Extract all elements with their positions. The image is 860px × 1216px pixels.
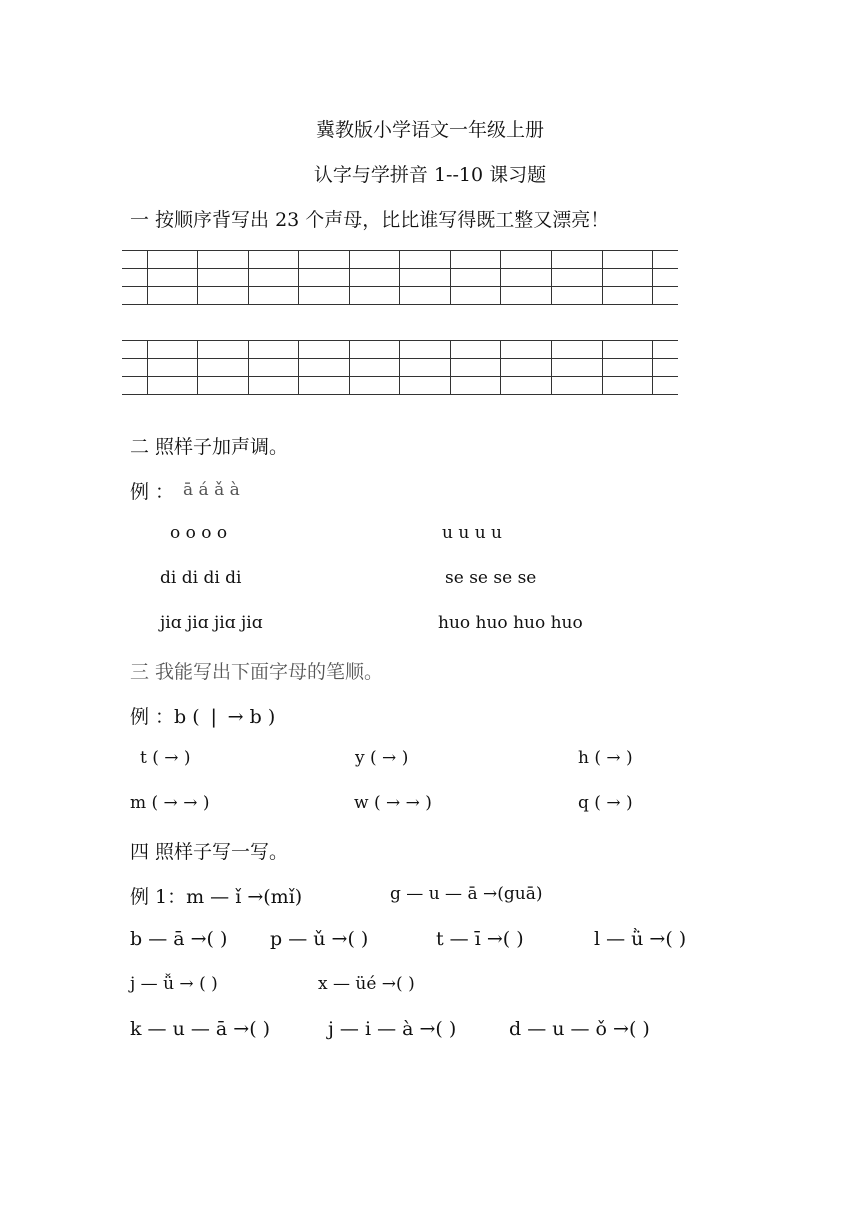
grid-cell	[299, 377, 350, 395]
grid-cell	[450, 287, 501, 305]
grid-cell	[552, 341, 603, 359]
grid-cell	[400, 251, 451, 269]
section4-heading: 四 照样子写一写。	[130, 841, 289, 863]
stroke-row-q: q ( → )	[578, 793, 633, 813]
spell-row-l: l — ǜ →( )	[594, 928, 687, 950]
grid-cell	[248, 359, 299, 377]
stroke-row-t: t ( → )	[140, 748, 191, 768]
grid-cell	[122, 287, 147, 305]
grid-cell	[122, 251, 147, 269]
grid-cell	[552, 377, 603, 395]
grid-cell	[198, 341, 249, 359]
document-subtitle: 认字与学拼音 1--10 课习题	[313, 164, 547, 186]
tone-row-huo: huo huo huo huo	[438, 613, 583, 633]
stroke-row-y: y ( → )	[355, 748, 409, 768]
tone-row-u: u u u u	[442, 523, 503, 543]
grid-cell	[122, 377, 147, 395]
section2-example-tones: ā á ǎ à	[183, 480, 240, 500]
spell-row-x: x — üé →( )	[318, 974, 415, 994]
spell-row-j: j — ǚ → ( )	[130, 974, 218, 994]
spell-row-t: t — ī →( )	[436, 928, 524, 950]
grid-cell	[198, 359, 249, 377]
grid-cell	[552, 269, 603, 287]
grid-cell	[653, 377, 678, 395]
grid-cell	[450, 359, 501, 377]
grid-cell	[602, 359, 653, 377]
spell-row-p: p — ǔ →( )	[270, 928, 369, 950]
section3-heading: 三 我能写出下面字母的笔顺。	[130, 661, 384, 683]
grid-cell	[147, 359, 198, 377]
grid-cell	[122, 269, 147, 287]
stroke-row-h: h ( → )	[578, 748, 633, 768]
grid-cell	[198, 251, 249, 269]
document-title: 冀教版小学语文一年级上册	[315, 119, 544, 141]
section1-heading: 一 按顺序背写出 23 个声母，比比谁写得既工整又漂亮！	[130, 209, 610, 231]
grid-cell	[501, 269, 552, 287]
grid-cell	[147, 269, 198, 287]
grid-cell	[653, 287, 678, 305]
spell-row-b: b — ā →( )	[130, 928, 228, 950]
grid-cell	[450, 251, 501, 269]
grid-cell	[602, 341, 653, 359]
grid-cell	[450, 269, 501, 287]
tone-row-di: di di di di	[160, 568, 242, 588]
stroke-row-w: w ( → → )	[354, 793, 432, 813]
section3-example: 例 ：b ( ❘ → b )	[130, 706, 276, 728]
grid-cell	[400, 377, 451, 395]
writing-grid-1	[122, 250, 678, 305]
spell-row-jia: j — i — à →( )	[328, 1018, 457, 1040]
section2-example-label: 例 ：	[130, 481, 175, 503]
grid-cell	[198, 377, 249, 395]
grid-cell	[552, 287, 603, 305]
grid-cell	[501, 359, 552, 377]
grid-cell	[248, 269, 299, 287]
grid-cell	[400, 341, 451, 359]
grid-cell	[349, 377, 400, 395]
grid-cell	[248, 377, 299, 395]
grid-cell	[147, 341, 198, 359]
grid-cell	[349, 287, 400, 305]
section4-example2: g — u — ā →(guā)	[390, 884, 543, 904]
grid-cell	[653, 251, 678, 269]
grid-cell	[349, 269, 400, 287]
grid-cell	[552, 359, 603, 377]
section2-heading: 二 照样子加声调。	[130, 436, 289, 458]
grid-cell	[299, 287, 350, 305]
tone-row-se: se se se se	[445, 568, 537, 588]
grid-cell	[602, 287, 653, 305]
spell-row-kua: k — u — ā →( )	[130, 1018, 271, 1040]
grid-cell	[349, 359, 400, 377]
tone-row-jia: jiɑ jiɑ jiɑ jiɑ	[160, 613, 263, 633]
grid-cell	[299, 251, 350, 269]
grid-cell	[122, 359, 147, 377]
grid-cell	[349, 341, 400, 359]
grid-cell	[299, 341, 350, 359]
grid-cell	[299, 359, 350, 377]
grid-cell	[122, 341, 147, 359]
grid-cell	[400, 359, 451, 377]
grid-cell	[501, 251, 552, 269]
grid-cell	[400, 269, 451, 287]
grid-cell	[450, 341, 501, 359]
grid-cell	[653, 359, 678, 377]
spell-row-duo: d — u — ǒ →( )	[509, 1018, 650, 1040]
grid-cell	[400, 287, 451, 305]
writing-grid-2	[122, 340, 678, 395]
grid-cell	[147, 287, 198, 305]
grid-cell	[552, 251, 603, 269]
grid-cell	[248, 341, 299, 359]
section4-example1: 例 1：m — ǐ →(mǐ)	[130, 886, 303, 908]
tone-row-o: o o o o	[170, 523, 228, 543]
grid-cell	[248, 251, 299, 269]
grid-cell	[450, 377, 501, 395]
grid-cell	[147, 377, 198, 395]
grid-cell	[602, 251, 653, 269]
grid-cell	[147, 251, 198, 269]
grid-cell	[653, 269, 678, 287]
grid-cell	[501, 377, 552, 395]
grid-cell	[653, 341, 678, 359]
grid-cell	[198, 287, 249, 305]
grid-cell	[198, 269, 249, 287]
grid-cell	[349, 251, 400, 269]
grid-cell	[501, 287, 552, 305]
grid-cell	[501, 341, 552, 359]
stroke-row-m: m ( → → )	[130, 793, 210, 813]
grid-cell	[602, 377, 653, 395]
grid-cell	[248, 287, 299, 305]
grid-cell	[602, 269, 653, 287]
grid-cell	[299, 269, 350, 287]
